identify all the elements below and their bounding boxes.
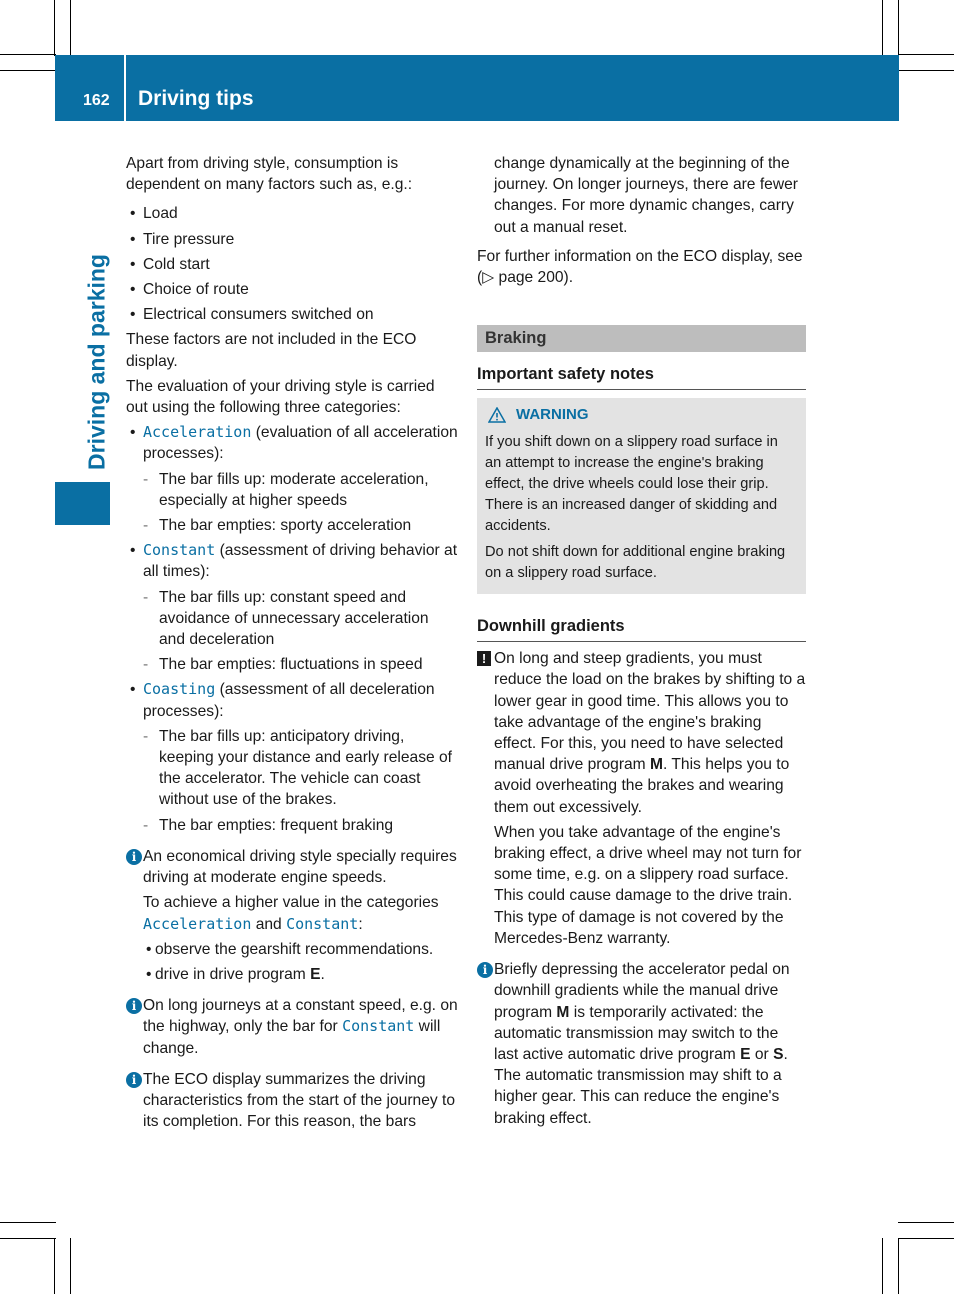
category-item: • Constant (assessment of driving behavior at all times): bbox=[130, 541, 458, 581]
info-icon: i bbox=[126, 849, 142, 865]
display-term: Coasting bbox=[143, 680, 216, 699]
category-item: • Coasting (assessment of all deceleration processes): bbox=[130, 680, 435, 720]
warning-heading: WARNING bbox=[485, 404, 798, 425]
note-box: ! On long and steep gradients, you must reduce the load on the brakes by shifting to a lower gear in good time. This allows you to take advantage of the engine's braking effect. For this, you need to have selected manual drive program M. This helps you to avoid overheating the brakes and wearing them out excessively. When you take advantage of the engine's braking effect, a drive wheel may not turn for some time, e.g. on a slippery road surface. This could cause damage to the drive train. This type of damage is not covered by the Mercedes-Benz warranty. bbox=[477, 648, 806, 949]
crop-mark bbox=[882, 1238, 883, 1294]
paragraph: For further information on the ECO display, see (▷ page 200). bbox=[477, 247, 803, 287]
info-note: i Briefly depressing the accelerator pedal on downhill gradients while the manual drive program M is temporarily activated: the automatic transmission may switch to the last active automatic drive program E or S. The automatic transmission may shift to a higher gear. This can reduce the engine's braking effect. bbox=[477, 959, 806, 1129]
list-item: • Cold start bbox=[130, 255, 210, 273]
info-icon: i bbox=[477, 962, 493, 978]
list-item: • observe the gearshift recommendations. bbox=[146, 940, 434, 958]
paragraph: These factors are not included in the ECO display. bbox=[126, 331, 417, 370]
exclamation-icon: ! bbox=[477, 651, 491, 666]
display-term: Acceleration bbox=[143, 914, 252, 933]
side-tab-marker bbox=[55, 482, 110, 525]
crop-mark bbox=[70, 0, 71, 56]
display-term: Acceleration bbox=[143, 423, 252, 442]
display-term: Constant bbox=[286, 914, 359, 933]
list-item: • Tire pressure bbox=[130, 230, 235, 248]
info-icon: i bbox=[126, 998, 142, 1014]
right-column bbox=[477, 153, 806, 1137]
intro-text: Apart from driving style, consumption is dependent on many factors such as, e.g.: bbox=[126, 155, 413, 194]
header-separator bbox=[124, 55, 126, 121]
crop-mark bbox=[70, 1238, 71, 1294]
crop-mark bbox=[0, 1222, 56, 1223]
page-number: 162 bbox=[83, 92, 110, 109]
sub-item: - The bar fills up: anticipatory driving, keeping your distance and early release of the accelerator. The vehicle can coast without use of the brakes. bbox=[143, 727, 452, 809]
info-note: i The ECO display summarizes the driving characteristics from the start of the journey to its completion. For this reason, the bars bbox=[126, 1069, 458, 1133]
section-heading: Braking bbox=[477, 325, 806, 352]
list-item: • Load bbox=[130, 205, 178, 223]
sub-item: - The bar empties: fluctuations in speed bbox=[143, 656, 423, 674]
list-item: • drive in drive program E. bbox=[146, 965, 325, 983]
sub-item: - The bar empties: frequent braking bbox=[143, 816, 394, 834]
left-column bbox=[126, 153, 458, 1140]
sub-item: - The bar empties: sporty acceleration bbox=[143, 517, 412, 535]
display-term: Constant bbox=[342, 1017, 415, 1036]
crop-mark bbox=[898, 1238, 899, 1294]
warning-box: WARNING If you shift down on a slippery road surface in an attempt to increase the engine's braking effect, the drive wheels could lose their grip. There is an increased danger of skidding and accidents. Do not shift down for additional engine braking on a slippery road surface. bbox=[477, 398, 806, 594]
chapter-label: Driving and parking bbox=[83, 254, 110, 470]
crop-mark bbox=[882, 0, 883, 56]
display-term: Constant bbox=[143, 541, 216, 560]
crop-mark bbox=[0, 70, 56, 71]
category-item: • Acceleration (evaluation of all acceleration processes): bbox=[130, 423, 458, 463]
crop-mark bbox=[898, 1238, 954, 1239]
crop-mark bbox=[898, 0, 899, 56]
paragraph: change dynamically at the beginning of the journey. On longer journeys, there are fewer changes. For more dynamic changes, carry out a manual reset. bbox=[494, 155, 798, 236]
page-title: Driving tips bbox=[138, 87, 254, 110]
warning-triangle-icon bbox=[488, 407, 506, 423]
crop-mark bbox=[898, 70, 954, 71]
subheading: Downhill gradients bbox=[477, 616, 806, 642]
crop-mark bbox=[898, 54, 954, 55]
crop-mark bbox=[54, 0, 55, 56]
sub-item: - The bar fills up: moderate acceleration, especially at higher speeds bbox=[143, 470, 429, 509]
info-note: i An economical driving style specially requires driving at moderate engine speeds. To achieve a higher value in the categories Acceleration and Constant: • observe the gearshift recommendations. • drive in drive program E. bbox=[126, 846, 458, 985]
list-item: • Electrical consumers switched on bbox=[130, 306, 374, 324]
paragraph: The evaluation of your driving style is carried out using the following three categories: bbox=[126, 377, 435, 417]
info-icon: i bbox=[126, 1072, 142, 1088]
crop-mark bbox=[0, 1238, 56, 1239]
crop-mark bbox=[898, 1222, 954, 1223]
list-item: • Choice of route bbox=[130, 281, 249, 299]
info-note: i On long journeys at a constant speed, e.g. on the highway, only the bar for Constant will change. bbox=[126, 995, 458, 1059]
crop-mark bbox=[54, 1238, 55, 1294]
sub-item: - The bar fills up: constant speed and avoidance of unnecessary acceleration and deceleration bbox=[143, 588, 429, 649]
crop-mark bbox=[0, 54, 56, 55]
subheading: Important safety notes bbox=[477, 364, 806, 390]
